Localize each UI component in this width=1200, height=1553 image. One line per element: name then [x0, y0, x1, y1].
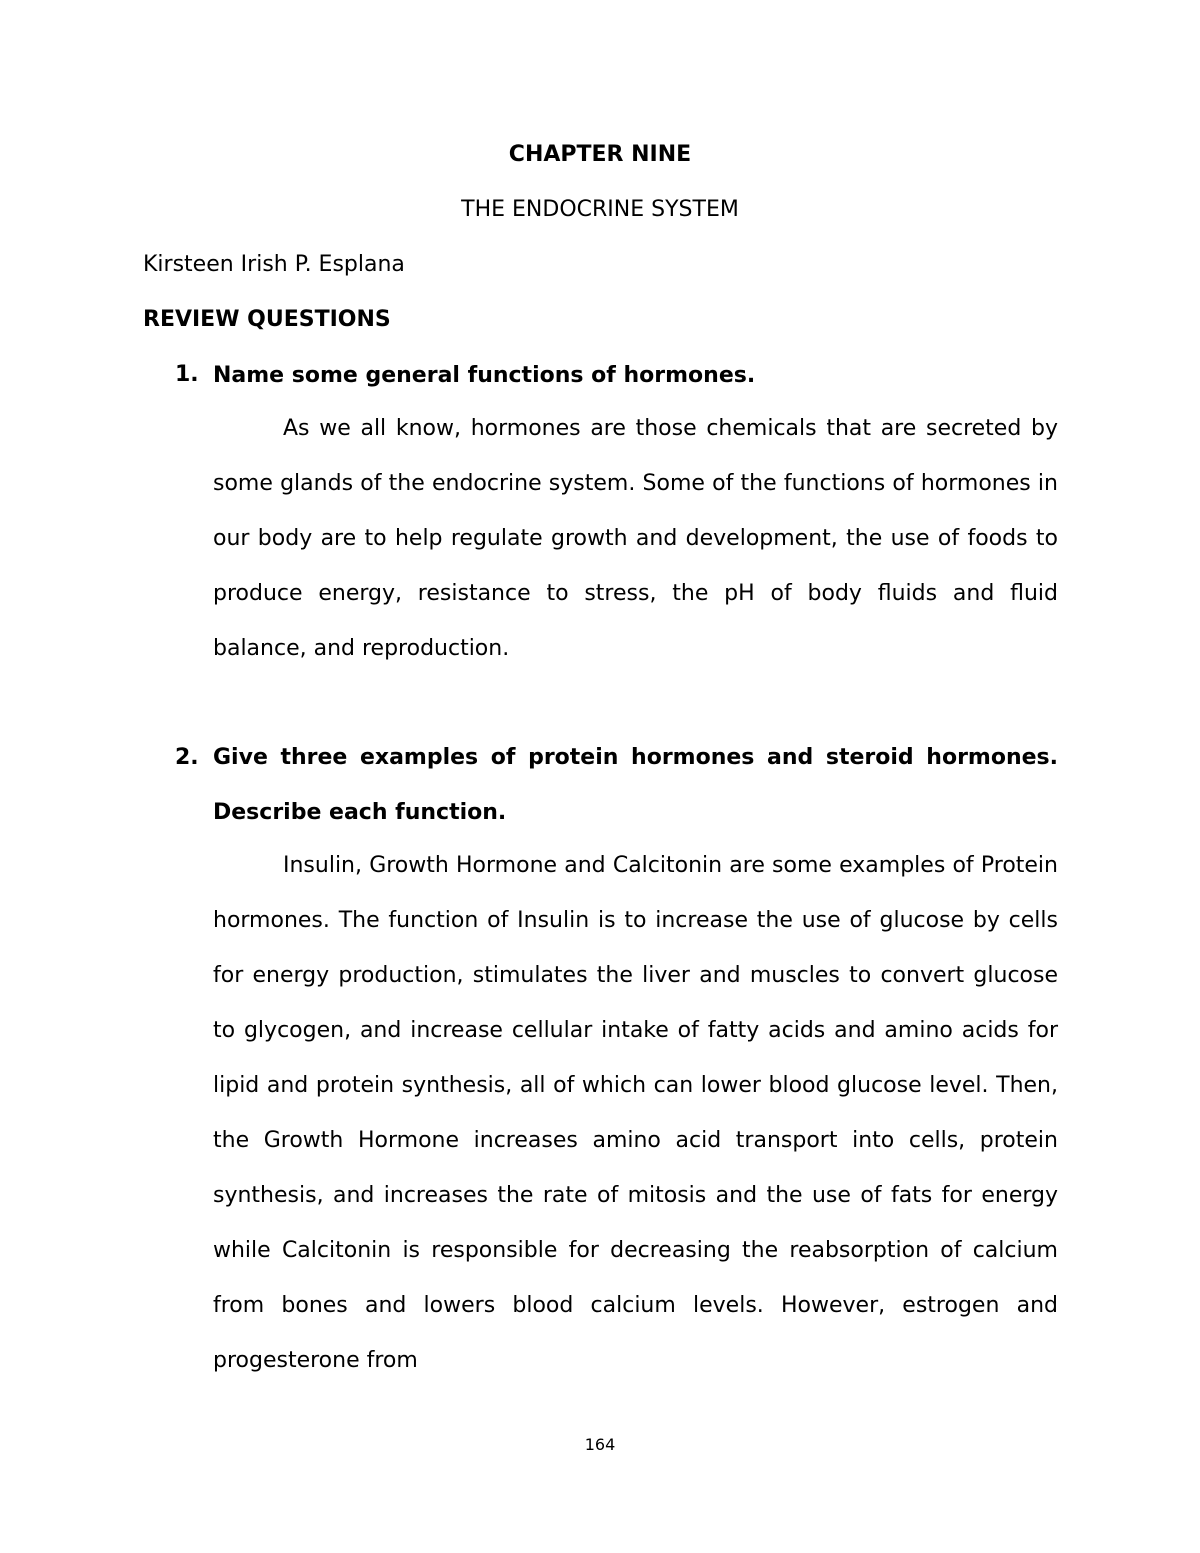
- section-heading: REVIEW QUESTIONS: [143, 307, 391, 332]
- question-2-number: 2.: [175, 745, 199, 770]
- page-number: 164: [584, 1435, 616, 1454]
- chapter-subtitle: THE ENDOCRINE SYSTEM: [461, 197, 739, 222]
- question-1-number: 1.: [175, 362, 199, 387]
- question-2-text: Give three examples of protein hormones and steroid hormones. Describe each function.: [213, 745, 1058, 825]
- question-1-text: Name some general functions of hormones.: [213, 363, 756, 388]
- answer-2-paragraph: Insulin, Growth Hormone and Calcitonin are some examples of Protein hormones. The function of Insulin is to increase the use of glucose by cells for energy production, stimulates the liver and muscles to convert glucose to glycogen, and increase cellular intake of fatty acids and amino acids for lipid and protein synthesis, all of which can lower blood glucose level. Then, the Growth Hormone increases amino acid transport into cells, protein synthesis, and increases the rate of mitosis and the use of fats for energy while Calcitonin is responsible for decreasing the reabsorption of calcium from bones and lowers blood calcium levels. However, estrogen and progesterone from: [213, 853, 1058, 1373]
- chapter-title: CHAPTER NINE: [508, 142, 692, 167]
- answer-1-paragraph: As we all know, hormones are those chemicals that are secreted by some glands of the endocrine system. Some of the functions of hormones in our body are to help regulate growth and development, the use of foods to produce energy, resistance to stress, the pH of body fluids and fluid balance, and reproduction.: [213, 416, 1058, 661]
- author-name: Kirsteen Irish P. Esplana: [143, 252, 405, 277]
